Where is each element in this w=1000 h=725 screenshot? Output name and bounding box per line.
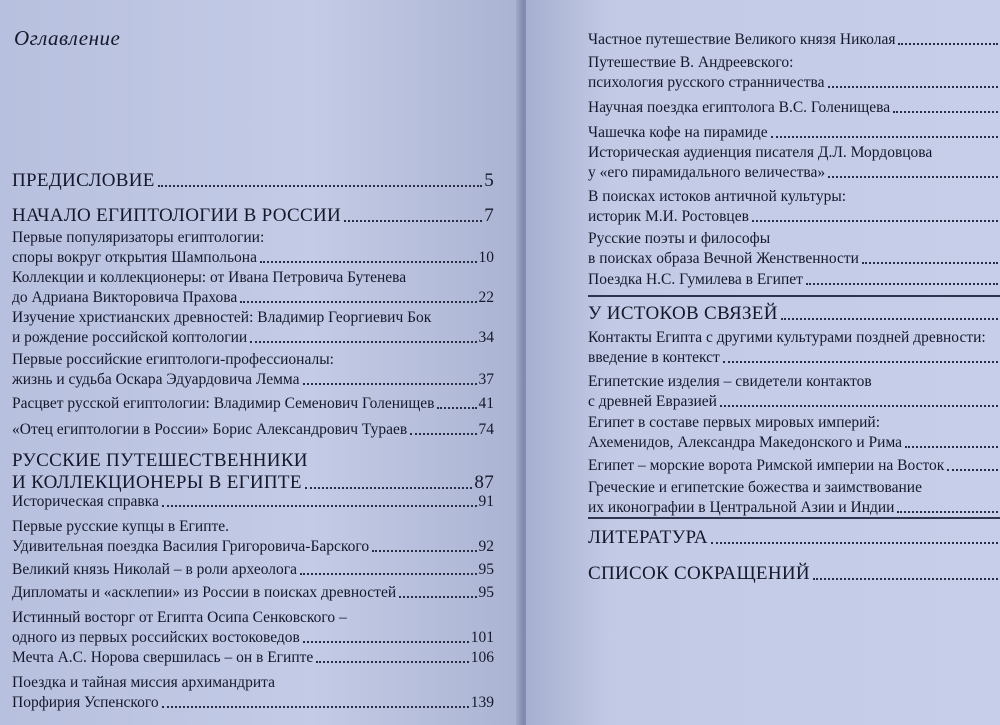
page-number: 41	[478, 395, 494, 412]
entry-text: Чашечка кофе на пирамиде	[588, 124, 768, 141]
entry-text: споры вокруг открытия Шампольона	[12, 249, 257, 266]
entry-text: Контакты Египта с другими культурами поздней древности:	[588, 329, 986, 346]
dot-leader	[305, 487, 473, 489]
entry-text: Греческие и египетские божества и заимствование	[588, 479, 922, 496]
right-entry-mordovtsev	[588, 143, 1000, 183]
entry-text: психология русского странничества	[588, 74, 825, 91]
dot-leader	[410, 433, 476, 435]
right-entry-origins	[588, 303, 1000, 325]
left-entry-golenishchev-flourish	[12, 394, 494, 414]
dot-leader	[781, 318, 998, 320]
dot-leader	[303, 383, 477, 385]
entry-text: Удивительная поездка Василия Григоровича-Барского	[12, 538, 370, 555]
dot-leader	[158, 185, 483, 187]
entry-text: Истинный восторг от Египта Осипа Сенковского –	[12, 609, 347, 626]
dot-leader	[828, 176, 998, 178]
entry-text: Историческая аудиенция писателя Д.Л. Мордовцова	[588, 144, 933, 161]
entry-text: Поездка и тайная миссия архимандрита	[12, 674, 275, 691]
right-entry-gumilev	[588, 270, 1000, 290]
entry-text: Коллекции и коллекционеры: от Ивана Петровича Бутенева	[12, 269, 407, 286]
page-number: 37	[478, 371, 494, 388]
entry-text: Великий князь Николай – в роли археолога	[12, 561, 297, 578]
entry-text: Первые русские купцы в Египте.	[12, 518, 230, 535]
entry-text: Научная поездка египтолога В.С. Голенищева	[588, 99, 891, 116]
dot-leader	[260, 261, 477, 263]
page-number: 101	[470, 629, 494, 646]
entry-text: Путешествие В. Андреевского:	[588, 54, 794, 71]
left-entry-popularizers	[12, 228, 494, 268]
entry-text: Частное путешествие Великого князя Николая	[588, 31, 896, 48]
entry-text: ЛИТЕРАТУРА	[588, 527, 708, 548]
entry-text: НАЧАЛО ЕГИПТОЛОГИИ В РОССИИ	[12, 205, 341, 226]
entry-text: Египет – морские ворота Римской империи на Восток	[588, 457, 945, 474]
right-entry-contacts	[588, 328, 1000, 368]
entry-text: историк М.И. Ростовцев	[588, 208, 749, 225]
entry-text: Порфирия Успенского	[12, 694, 159, 711]
dot-leader	[947, 469, 998, 471]
left-entry-first-professionals	[12, 350, 494, 390]
entry-text: их иконографии в Центральной Азии и Индии	[588, 499, 895, 516]
right-page	[526, 0, 1000, 725]
left-entry-preface	[12, 170, 494, 192]
dot-leader	[240, 301, 476, 303]
page-number: 87	[474, 472, 494, 493]
dot-leader	[437, 407, 476, 409]
entry-text: РУССКИЕ ПУТЕШЕСТВЕННИКИ	[12, 450, 308, 471]
page-number: 22	[478, 289, 494, 306]
entry-text: жизнь и судьба Оскара Эдуардовича Лемма	[12, 371, 300, 388]
entry-text: с древней Евразией	[588, 393, 717, 410]
toc-title: Оглавление	[14, 26, 121, 50]
dot-leader	[300, 573, 477, 575]
dot-leader	[344, 220, 482, 222]
right-entry-deities	[588, 478, 1000, 518]
dot-leader	[813, 578, 998, 580]
dot-leader	[399, 596, 476, 598]
dot-leader	[905, 446, 998, 448]
left-entry-uspensky	[12, 673, 494, 713]
entry-text: Поездка Н.С. Гумилева в Египет	[588, 271, 803, 288]
entry-text: Первые популяризаторы египтологии:	[12, 229, 265, 246]
entry-text: У ИСТОКОВ СВЯЗЕЙ	[588, 303, 778, 324]
entry-text: Первые российские египтологи-профессионалы:	[12, 351, 334, 368]
page-number: 95	[478, 561, 494, 578]
page-number: 7	[484, 205, 494, 226]
dot-leader	[316, 661, 468, 663]
section-rule	[588, 517, 1000, 519]
dot-leader	[303, 641, 469, 643]
dot-leader	[893, 111, 998, 113]
left-entry-diplomats	[12, 583, 494, 603]
entry-text: Расцвет русской египтологии: Владимир Семенович Голенищев	[12, 395, 435, 412]
entry-text: Египетские изделия – свидетели контактов	[588, 373, 872, 390]
entry-text: введение в контекст	[588, 349, 720, 366]
dot-leader	[723, 361, 998, 363]
dot-leader	[897, 511, 998, 513]
dot-leader	[372, 550, 476, 552]
right-entry-literature	[588, 527, 1000, 549]
left-entry-christian-antiquities	[12, 308, 494, 348]
dot-leader	[806, 283, 998, 285]
entry-text: Египет в составе первых мировых империй:	[588, 414, 881, 431]
dot-leader	[771, 136, 998, 138]
right-entry-poets	[588, 229, 1000, 269]
entry-text: Мечта А.С. Норова свершилась – он в Египте	[12, 649, 314, 666]
dot-leader	[720, 405, 998, 407]
dot-leader	[862, 262, 998, 264]
dot-leader	[828, 86, 998, 88]
right-entry-abbreviations	[588, 563, 1000, 585]
right-entry-golenishchev-trip	[588, 98, 1000, 118]
left-entry-grand-duke-archaeologist	[12, 560, 494, 580]
page-number: 10	[478, 249, 494, 266]
page-number: 95	[478, 584, 494, 601]
right-entry-artifacts	[588, 372, 1000, 412]
entry-text: Историческая справка	[12, 493, 159, 510]
entry-text: В поисках истоков античной культуры:	[588, 188, 847, 205]
entry-text: в поисках образа Вечной Женственности	[588, 250, 859, 267]
left-entry-norov	[12, 648, 494, 668]
entry-text: «Отец египтологии в России» Борис Александрович Тураев	[12, 421, 408, 438]
page-number: 74	[478, 421, 494, 438]
page-number: 5	[484, 170, 494, 191]
entry-text: Ахеменидов, Александра Македонского и Рима	[588, 434, 903, 451]
dot-leader	[162, 706, 469, 708]
entry-text: одного из первых российских востоковедов	[12, 629, 300, 646]
right-entry-empires	[588, 413, 1000, 453]
left-entry-historical-note	[12, 492, 494, 512]
left-entry-collections	[12, 268, 494, 308]
page-number: 34	[478, 329, 494, 346]
dot-leader	[711, 542, 998, 544]
page-number: 91	[478, 493, 494, 510]
entry-text: до Адриана Викторовича Прахова	[12, 289, 238, 306]
right-entry-andreevsky	[588, 53, 1000, 93]
page-number: 92	[478, 538, 494, 555]
left-entry-travelers	[12, 450, 494, 494]
dot-leader	[162, 505, 477, 507]
left-entry-turaev	[12, 420, 494, 440]
entry-text: Изучение христианских древностей: Владимир Георгиевич Бок	[12, 309, 432, 326]
right-entry-coffee	[588, 123, 1000, 143]
entry-text: СПИСОК СОКРАЩЕНИЙ	[588, 563, 810, 584]
entry-text: и рождение российской коптологии	[12, 329, 248, 346]
entry-text: И КОЛЛЕКЦИОНЕРЫ В ЕГИПТЕ	[12, 472, 302, 493]
left-entry-senkovsky	[12, 608, 494, 648]
right-entry-private-trip	[588, 30, 1000, 50]
page-number: 106	[470, 649, 494, 666]
entry-text: Русские поэты и философы	[588, 230, 771, 247]
entry-text: ПРЕДИСЛОВИЕ	[12, 170, 155, 191]
right-entry-rostovtsev	[588, 187, 1000, 227]
left-entry-merchants	[12, 517, 494, 557]
dot-leader	[752, 220, 998, 222]
entry-text: Дипломаты и «асклепии» из России в поисках древностей	[12, 584, 397, 601]
right-entry-sea-gates	[588, 456, 1000, 476]
section-rule	[588, 295, 1000, 297]
entry-text: у «его пирамидального величества»	[588, 164, 826, 181]
dot-leader	[898, 43, 998, 45]
page-number: 139	[470, 694, 494, 711]
dot-leader	[250, 341, 476, 343]
left-entry-egyptology-start	[12, 205, 494, 227]
